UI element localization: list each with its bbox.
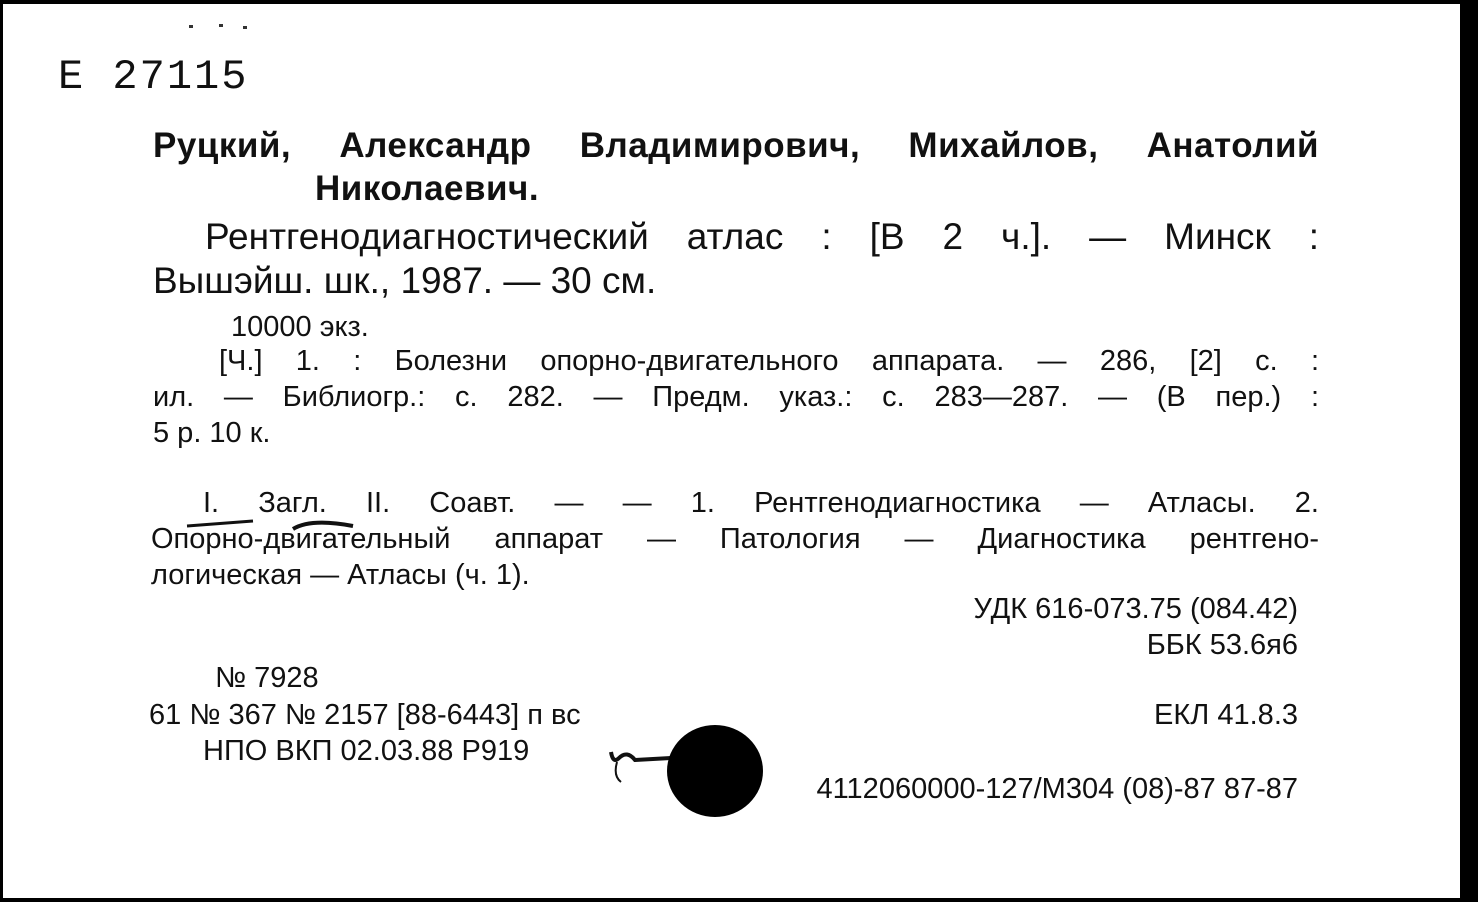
author-line-2: Николаевич. [315,169,540,208]
author-line-1 [153,128,1319,163]
ekl-index: ЕКЛ 41.8.3 [1154,699,1298,731]
udk-index: УДК 616-073.75 (084.42) [973,593,1298,625]
part-line-3: 5 р. 10 к. [153,417,271,449]
title-line-1 [205,218,1319,255]
publication-code: 4112060000-127/М304 (08)-87 87-87 [816,773,1298,805]
ink-blot-punch-hole [667,725,763,817]
ink-speck [243,26,247,29]
handwritten-underline-mark [183,514,383,536]
ink-speck [219,24,223,27]
title-text-1: Рентгенодиагностический атлас : [В 2 ч.]. — Минск : [205,216,1319,257]
part-line-2 [153,383,1319,412]
npo-line: НПО ВКП 02.03.88 Р919 [203,735,530,767]
order-line: 61 № 367 № 2157 [88-6443] п вс [149,699,581,731]
call-number: Е 27115 [58,53,249,101]
subject-text-2: Опорно-двигательный аппарат — Патология — Диагностика рентгено- [151,523,1319,555]
subject-text-1: I. Загл. II. Соавт. — — 1. Рентгенодиагностика — Атласы. 2. [203,487,1319,519]
subject-line-3: логическая — Атласы (ч. 1). [151,559,530,591]
part-line-1 [219,347,1319,376]
print-run: 10000 экз. [231,311,369,343]
card-number: № 7928 [215,662,319,694]
title-line-2: Вышэйш. шк., 1987. — 30 см. [153,260,657,301]
author-text-1: Руцкий, Александр Владимирович, Михайлов, Анатолий [153,126,1319,165]
part-text-2: ил. — Библиогр.: с. 282. — Предм. указ.: с. 283—287. — (В пер.) : [153,381,1319,413]
part-text-1: [Ч.] 1. : Болезни опорно-двигательного аппарата. — 286, [2] с. : [219,345,1319,377]
ink-speck [189,25,193,28]
bbk-index: ББК 53.6я6 [1146,629,1298,661]
